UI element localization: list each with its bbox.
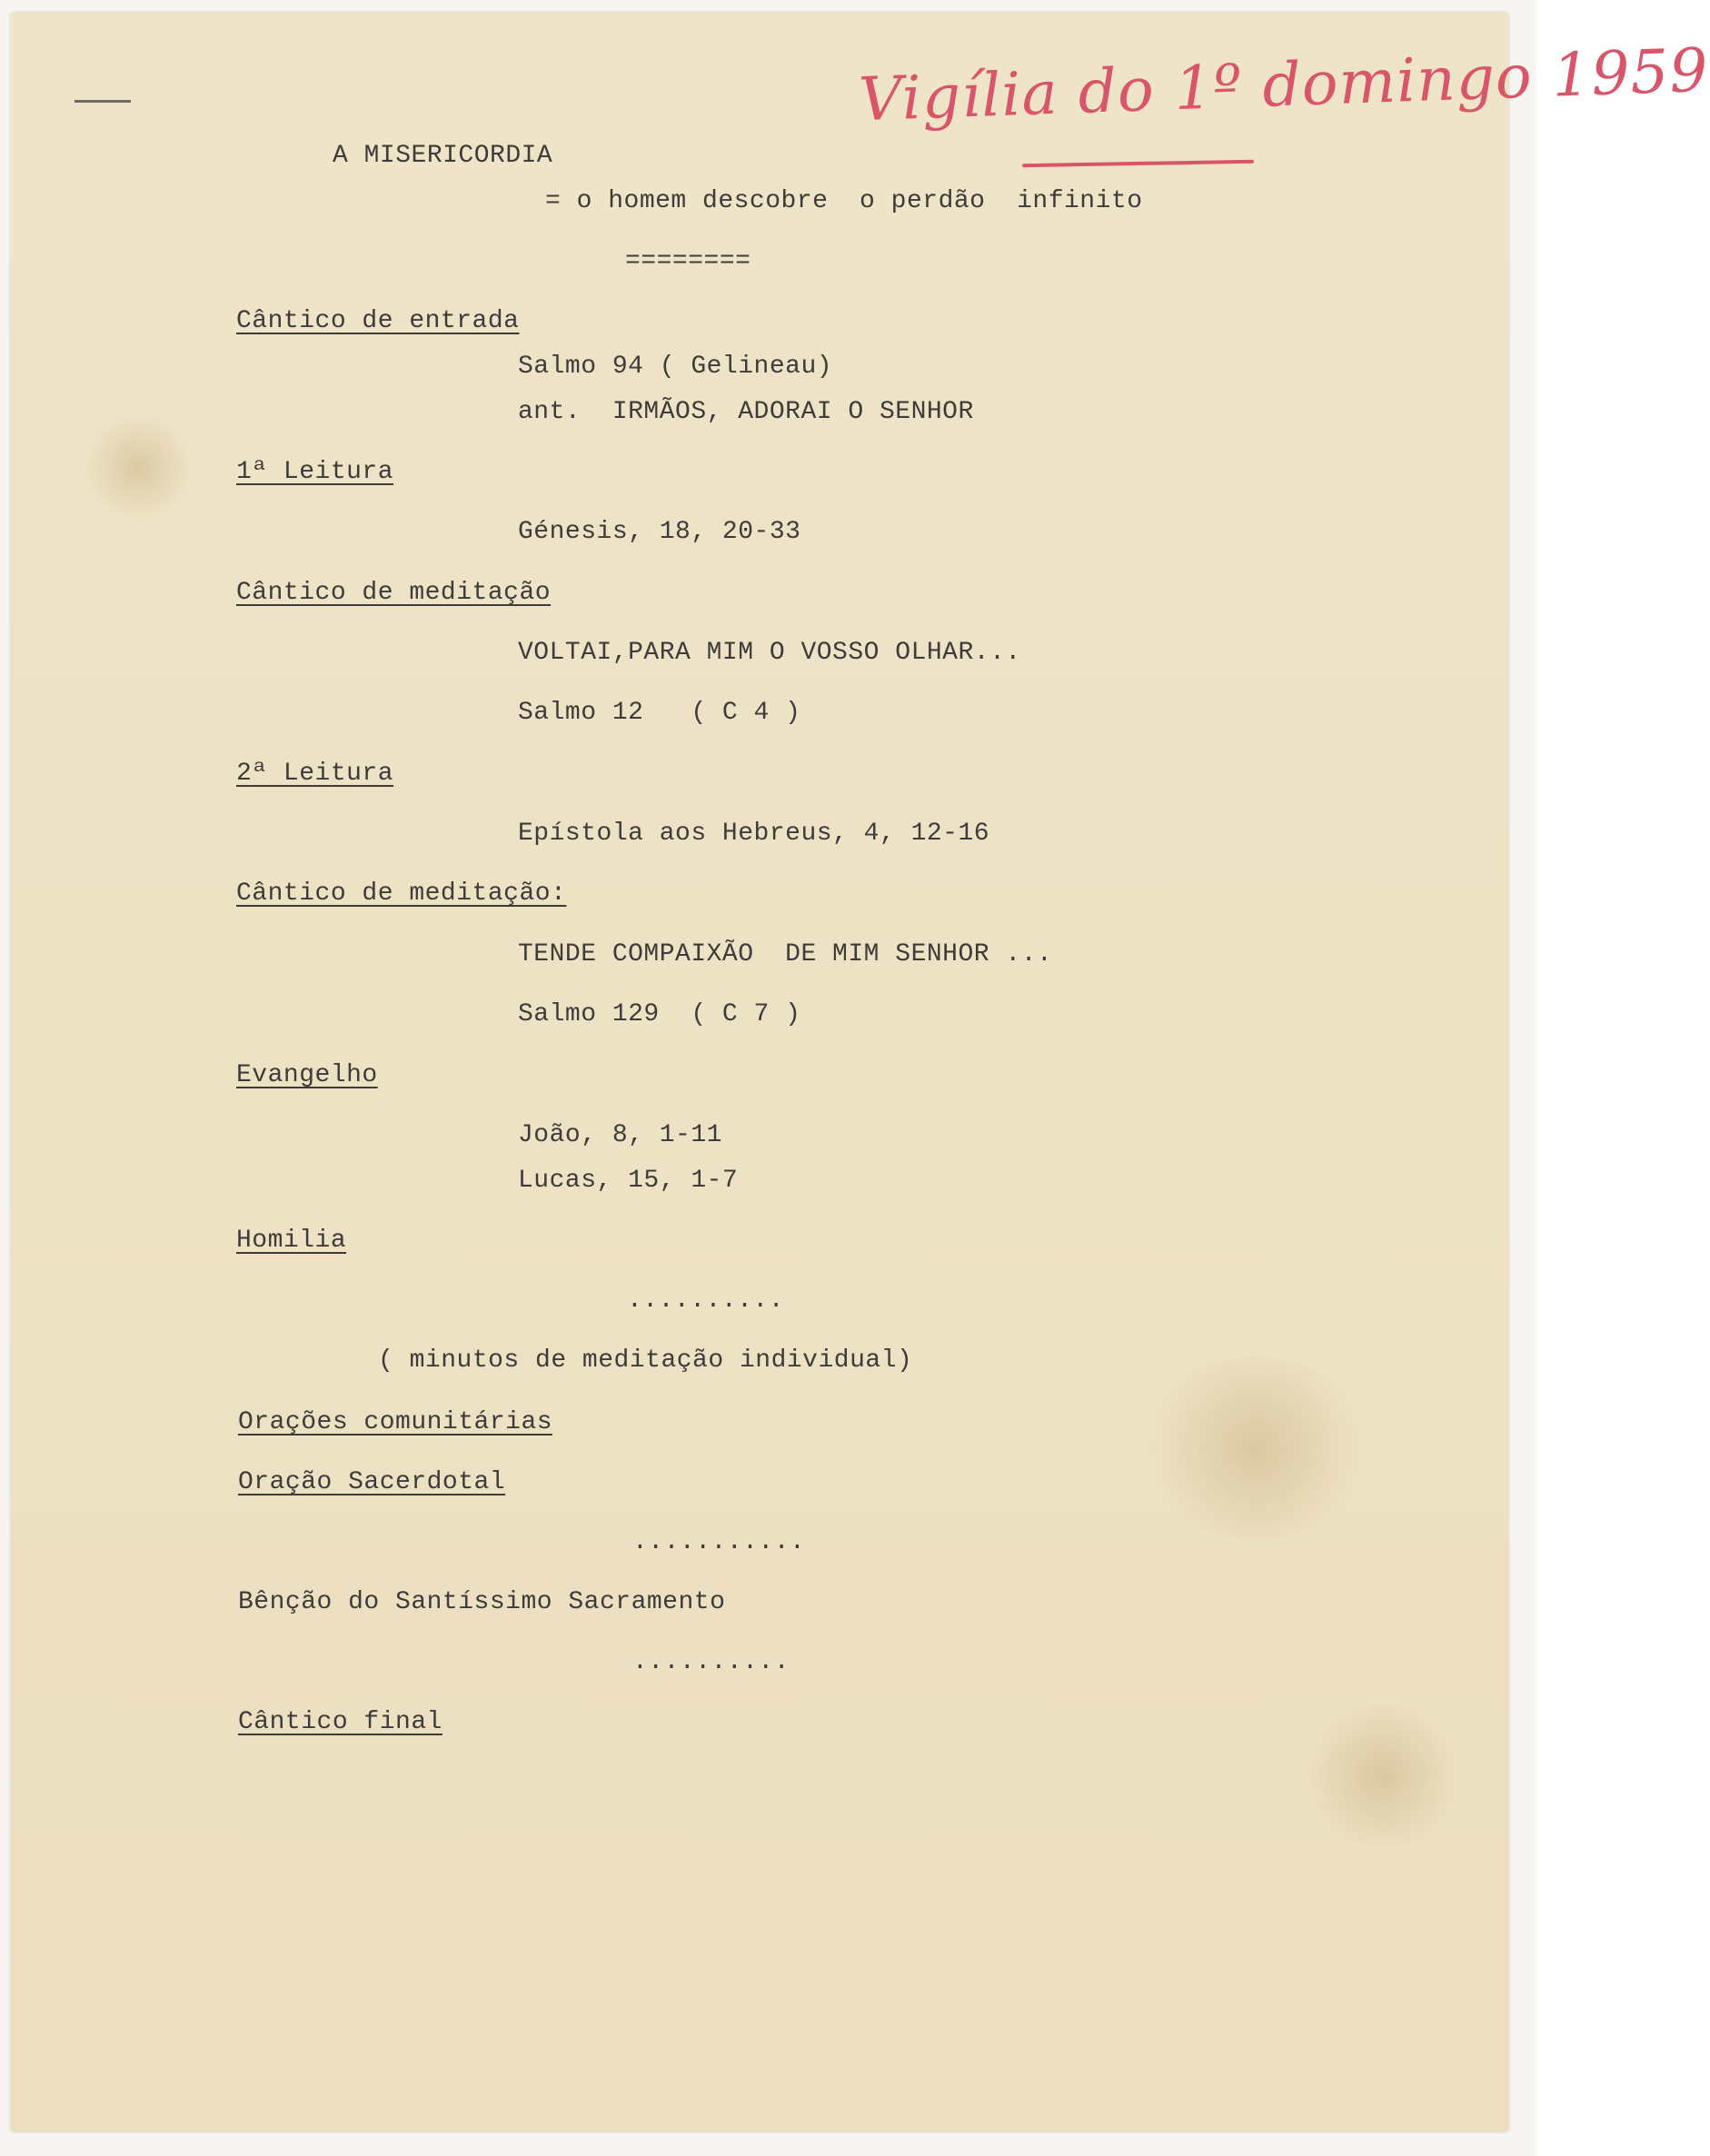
section-line: Epístola aos Hebreus, 4, 12-16 [518,820,990,848]
pencil-mark [75,100,131,103]
meditation-note: ( minutos de meditação individual) [378,1346,913,1375]
title-separator: ======== [625,247,751,275]
benediction-line: Bênção do Santíssimo Sacramento [238,1588,726,1616]
section-line: Salmo 12 ( C 4 ) [518,699,801,727]
section-line: João, 8, 1-11 [518,1121,722,1149]
section-line: Salmo 94 ( Gelineau) [518,353,833,381]
section-line: ant. IRMÃOS, ADORAI O SENHOR [518,398,974,426]
dotted-separator: .......... [632,1648,790,1676]
section-heading: Homilia [236,1227,347,1255]
paper-stain [1138,1357,1374,1539]
section-heading: 2ª Leitura [236,760,394,788]
section-heading: Oração Sacerdotal [238,1468,506,1496]
section-line: Génesis, 18, 20-33 [518,518,801,546]
section-heading: Evangelho [236,1061,378,1089]
dotted-separator: .......... [627,1287,785,1315]
document-subtitle: = o homem descobre o perdão infinito [545,187,1143,215]
section-line: TENDE COMPAIXÃO DE MIM SENHOR ... [518,940,1053,969]
section-heading: Cântico de meditação [236,579,552,607]
document-title: A MISERICORDIA [333,142,553,170]
paper-stain [84,412,193,522]
section-line: Lucas, 15, 1-7 [518,1167,739,1195]
section-heading: 1ª Leitura [236,458,394,486]
section-heading: Orações comunitárias [238,1408,553,1436]
handwritten-annotation: Vigília do 1º domingo 1959 [857,35,1710,135]
section-heading: Cântico de entrada [236,307,520,335]
section-heading: Cântico de meditação: [236,879,567,908]
section-heading: Cântico final [238,1708,442,1736]
paper-stain [1301,1703,1465,1848]
dotted-separator: ........... [632,1528,806,1556]
section-line: VOLTAI,PARA MIM O VOSSO OLHAR... [518,639,1021,667]
section-line: Salmo 129 ( C 7 ) [518,1000,801,1028]
